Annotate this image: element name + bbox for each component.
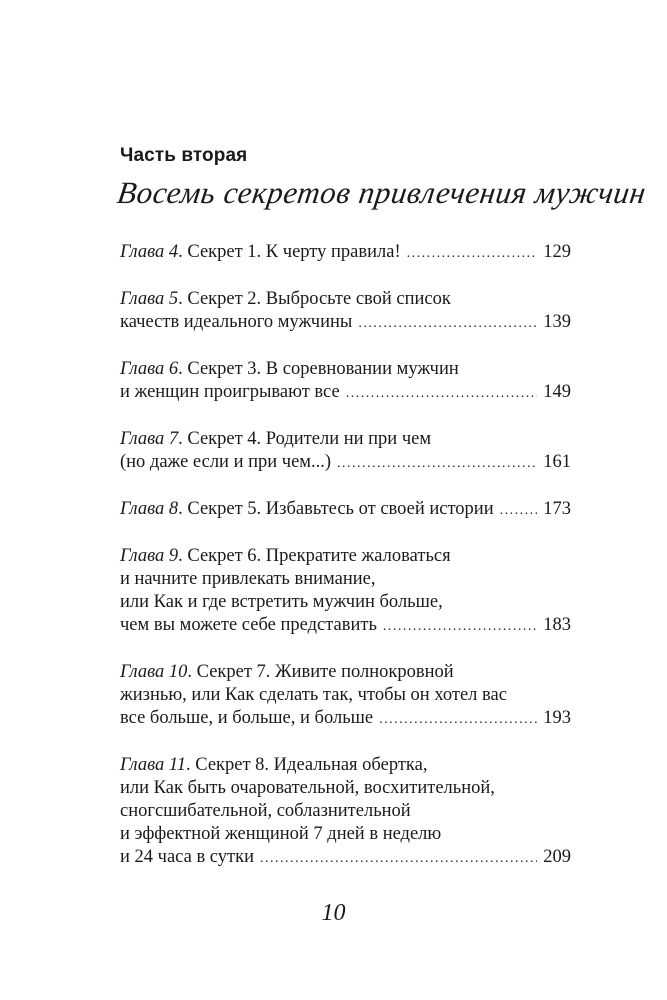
chapter-label: Глава 5 xyxy=(120,289,179,309)
page-number: 193 xyxy=(543,708,571,728)
part-title: Восемь секретов привлечения мужчин xyxy=(115,175,649,210)
dot-leader xyxy=(337,457,537,471)
toc-line: и эффектной женщиной 7 дней в неделю xyxy=(120,824,442,844)
toc-line: или Как и где встретить мужчин больше, xyxy=(120,592,443,612)
toc-entry[interactable] xyxy=(120,661,571,730)
toc-entry[interactable] xyxy=(120,358,571,404)
dot-leader xyxy=(379,713,537,727)
chapter-label: Глава 10 xyxy=(120,662,188,682)
page-number: 149 xyxy=(543,382,571,402)
toc-line: жизнью, или Как сделать так, чтобы он хотел вас xyxy=(120,685,507,705)
toc-line-text: качеств идеального мужчины xyxy=(120,312,353,332)
toc-entry[interactable] xyxy=(120,498,571,521)
toc-line xyxy=(120,614,571,637)
dot-leader xyxy=(500,504,538,518)
dot-leader xyxy=(383,620,537,634)
toc-entry[interactable] xyxy=(120,241,571,264)
toc-line xyxy=(120,381,571,404)
toc-line-text: и 24 часа в сутки xyxy=(120,847,254,867)
chapter-label: Глава 11 xyxy=(120,755,186,775)
page-number: 173 xyxy=(543,499,571,519)
chapter-label: Глава 4 xyxy=(120,242,179,262)
chapter-label: Глава 8 xyxy=(120,499,179,519)
toc-line-text: (но даже если и при чем...) xyxy=(120,452,332,472)
dot-leader xyxy=(358,317,537,331)
page-number: 209 xyxy=(543,847,571,867)
toc-line: Глава 6. Секрет 3. В соревновании мужчин xyxy=(120,359,459,379)
dot-leader xyxy=(260,852,537,866)
toc-line xyxy=(120,707,571,730)
toc-line xyxy=(120,311,571,334)
toc-line: Глава 5. Секрет 2. Выбросьте свой список xyxy=(120,289,451,309)
toc-line-text: и женщин проигрывают все xyxy=(120,382,340,402)
page-number: 129 xyxy=(543,242,571,262)
dot-leader xyxy=(346,387,538,401)
chapter-label: Глава 6 xyxy=(120,359,179,379)
toc-line: сногсшибательной, соблазнительной xyxy=(120,801,411,821)
toc-line: Глава 10. Секрет 7. Живите полнокровной xyxy=(120,662,454,682)
toc-line xyxy=(120,498,571,521)
toc-entry[interactable] xyxy=(120,288,571,334)
toc-line-text: Глава 8. Секрет 5. Избавьтесь от своей истории xyxy=(120,499,494,519)
toc-line: и начните привлекать внимание, xyxy=(120,569,376,589)
toc-line: или Как быть очаровательной, восхитительной, xyxy=(120,778,495,798)
toc-line-text: все больше, и больше, и больше xyxy=(120,708,374,728)
toc-line-text: чем вы можете себе представить xyxy=(120,615,377,635)
toc-entry[interactable] xyxy=(120,754,571,869)
page-number: 161 xyxy=(543,452,571,472)
folio-page-number: 10 xyxy=(321,900,346,926)
toc-line: Глава 7. Секрет 4. Родители ни при чем xyxy=(120,429,432,449)
page-number: 183 xyxy=(543,615,571,635)
toc-line xyxy=(120,846,571,869)
chapter-label: Глава 7 xyxy=(120,429,179,449)
toc-entry[interactable] xyxy=(120,545,571,637)
toc-line xyxy=(120,241,571,264)
dot-leader xyxy=(407,247,538,261)
toc-line: Глава 11. Секрет 8. Идеальная обертка, xyxy=(120,755,428,775)
page-number: 139 xyxy=(543,312,571,332)
part-label: Часть вторая xyxy=(120,145,248,166)
chapter-label: Глава 9 xyxy=(120,546,179,566)
table-of-contents xyxy=(120,241,571,893)
toc-line: Глава 9. Секрет 6. Прекратите жаловаться xyxy=(120,546,451,566)
toc-line-text: Глава 4. Секрет 1. К черту правила! xyxy=(120,242,401,262)
toc-entry[interactable] xyxy=(120,428,571,474)
toc-line xyxy=(120,451,571,474)
